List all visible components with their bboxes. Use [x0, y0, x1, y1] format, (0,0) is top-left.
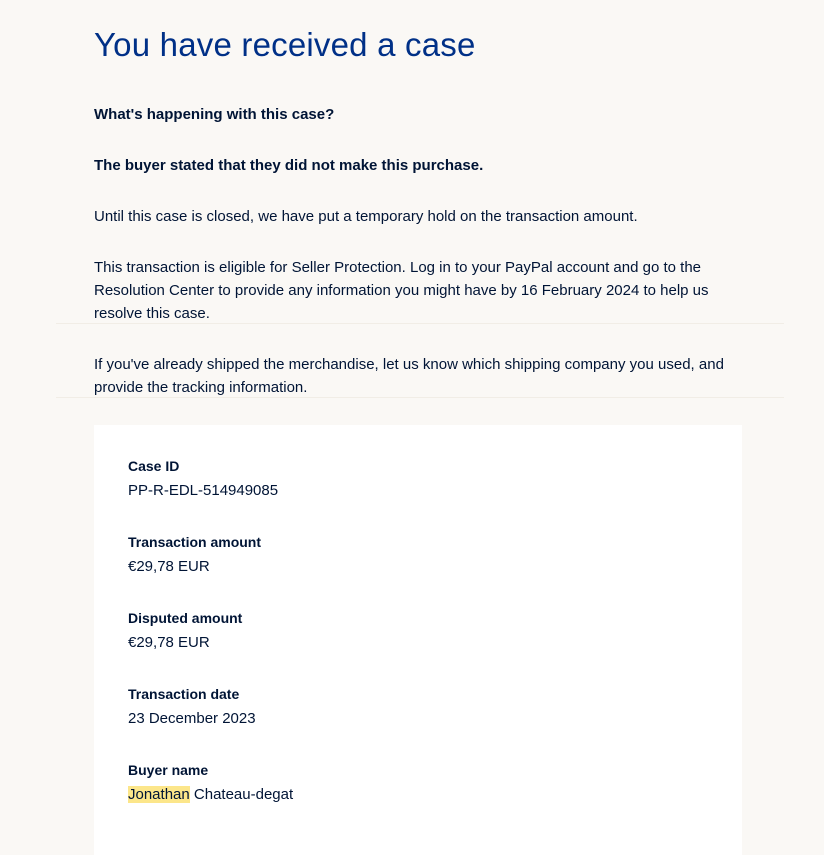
case-id-value: PP-R-EDL-514949085 — [128, 482, 279, 499]
seller-protection-notice: This transaction is eligible for Seller Protection. Log in to your PayPal account and go to the Resolution Center to provide any information you might have by 16 February 2024 to help us resolve this case. — [94, 259, 709, 322]
disputed-amount-label: Disputed amount — [128, 610, 243, 626]
page-title: You have received a case — [94, 26, 476, 63]
buyer-last-name: Chateau-degat — [193, 786, 294, 803]
buyer-statement: The buyer stated that they did not make this purchase. — [94, 157, 484, 174]
transaction-amount-label: Transaction amount — [128, 534, 262, 550]
divider — [56, 397, 784, 398]
divider — [56, 323, 784, 324]
case-id-label: Case ID — [128, 458, 180, 474]
transaction-date-value: 23 December 2023 — [128, 710, 256, 727]
transaction-date-label: Transaction date — [128, 686, 240, 702]
buyer-name-label: Buyer name — [128, 762, 209, 778]
case-question-heading: What's happening with this case? — [94, 106, 335, 123]
hold-notice: Until this case is closed, we have put a temporary hold on the transaction amount. — [94, 208, 638, 225]
buyer-name-value — [128, 786, 293, 803]
transaction-amount-value: €29,78 EUR — [128, 558, 210, 575]
disputed-amount-value: €29,78 EUR — [128, 634, 210, 651]
shipping-notice: If you've already shipped the merchandise, let us know which shipping company you used, and provide the tracking information. — [94, 356, 724, 396]
case-details-card — [94, 425, 742, 855]
buyer-first-name: Jonathan — [128, 786, 190, 803]
